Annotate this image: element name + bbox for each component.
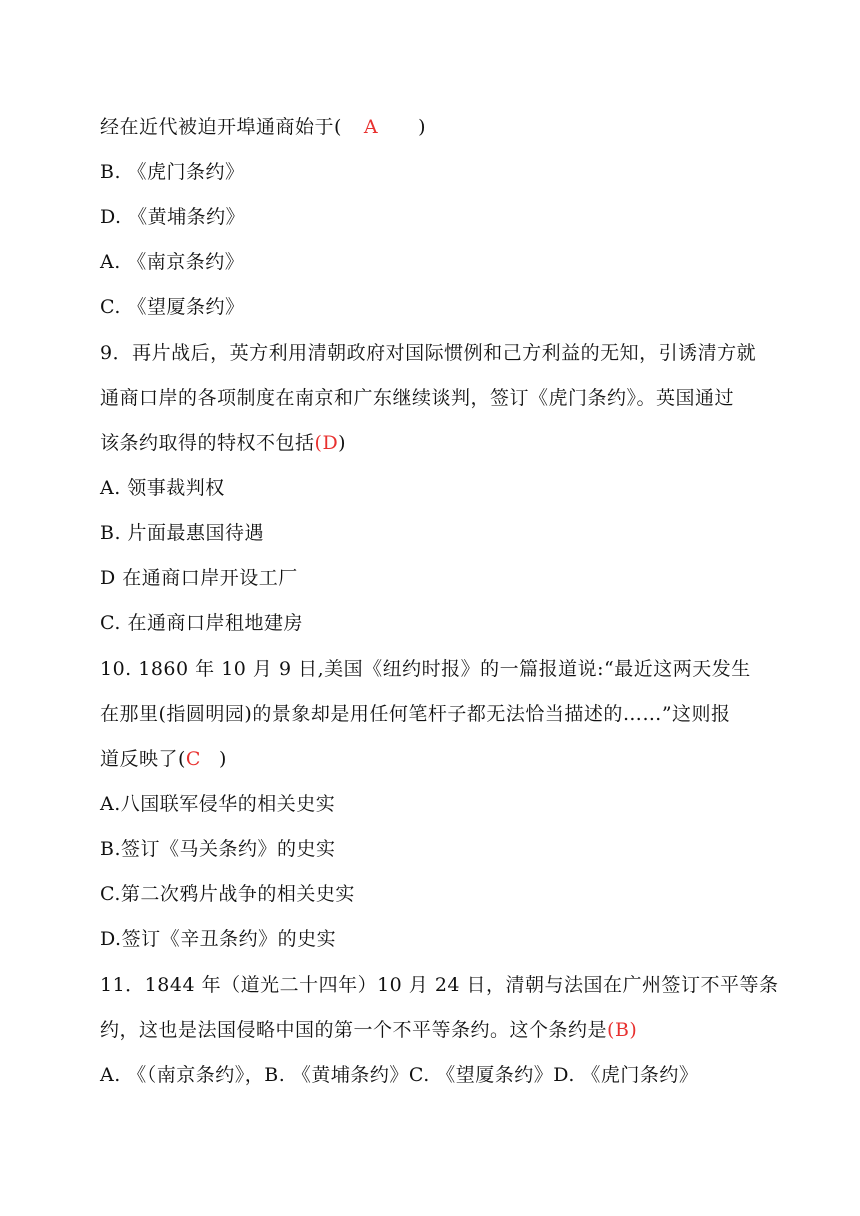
q10-option: C.第二次鸦片战争的相关史实 [100, 883, 355, 905]
q10-option: D.签订《辛丑条约》的史实 [100, 928, 337, 950]
q9-option: D 在通商口岸开设工厂 [100, 567, 298, 589]
q10-stem-text: 道反映了( [100, 748, 186, 770]
q9-stem-text: 该条约取得的特权不包括 [100, 432, 315, 454]
q9-stem-line: 通商口岸的各项制度在南京和广东继续谈判，签订《虎门条约》。英国通过 [100, 387, 735, 409]
q10-stem-line: 10. 1860 年 10 月 9 日,美国《纽约时报》的一篇报道说:“最近这两天发生 [100, 658, 751, 680]
q10-answer: C [185, 748, 201, 770]
q8-option: B. 《虎门条约》 [100, 161, 245, 183]
document-page [100, 0, 780, 1216]
q11-paren-close: ) [629, 1019, 638, 1041]
q9-option: A. 领事裁判权 [100, 477, 225, 499]
q8-option: C. 《望厦条约》 [100, 296, 245, 318]
q9-option: B. 片面最惠国待遇 [100, 522, 265, 544]
q8-answer: A [363, 116, 379, 138]
q10-option: A.八国联军侵华的相关史实 [100, 793, 336, 815]
q9-answer: D [322, 432, 339, 454]
q9-option: C. 在通商口岸租地建房 [100, 612, 303, 634]
q9-paren-close: ) [338, 432, 347, 454]
q11-answer: B [614, 1019, 630, 1041]
q9-stem-line: 9．再片战后，英方利用清朝政府对国际惯例和己方利益的无知，引诱清方就 [100, 342, 757, 364]
q8-option: D. 《黄埔条约》 [100, 206, 246, 228]
q8-stem-close: ) [418, 116, 427, 138]
q11-stem-line: 11．1844 年（道光二十四年）10 月 24 日，清朝与法国在广州签订不平等条 [100, 974, 779, 996]
q8-stem [100, 113, 780, 141]
q9-stem-last [100, 429, 780, 457]
q8-option: A. 《南京条约》 [100, 251, 245, 273]
q10-stem-close: ) [218, 748, 227, 770]
q11-stem-last [100, 1016, 780, 1044]
q11-options: A. 《（南京条约》，B. 《黄埔条约》C. 《望厦条约》D. 《虎门条约》 [100, 1064, 699, 1086]
q11-stem-text: 约，这也是法国侵略中国的第一个不平等条约。这个条约是 [100, 1019, 608, 1041]
q11-paren-open: ( [607, 1019, 615, 1041]
q10-option: B.签订《马关条约》的史实 [100, 838, 336, 860]
q8-stem-text: 经在近代被迫开埠通商始于( [100, 116, 342, 138]
q9-paren-open: ( [314, 432, 323, 454]
q10-stem-last [100, 745, 780, 773]
q10-stem-line: 在那里(指圆明园)的景象却是用任何笔杆子都无法恰当描述的……”这则报 [100, 703, 731, 725]
